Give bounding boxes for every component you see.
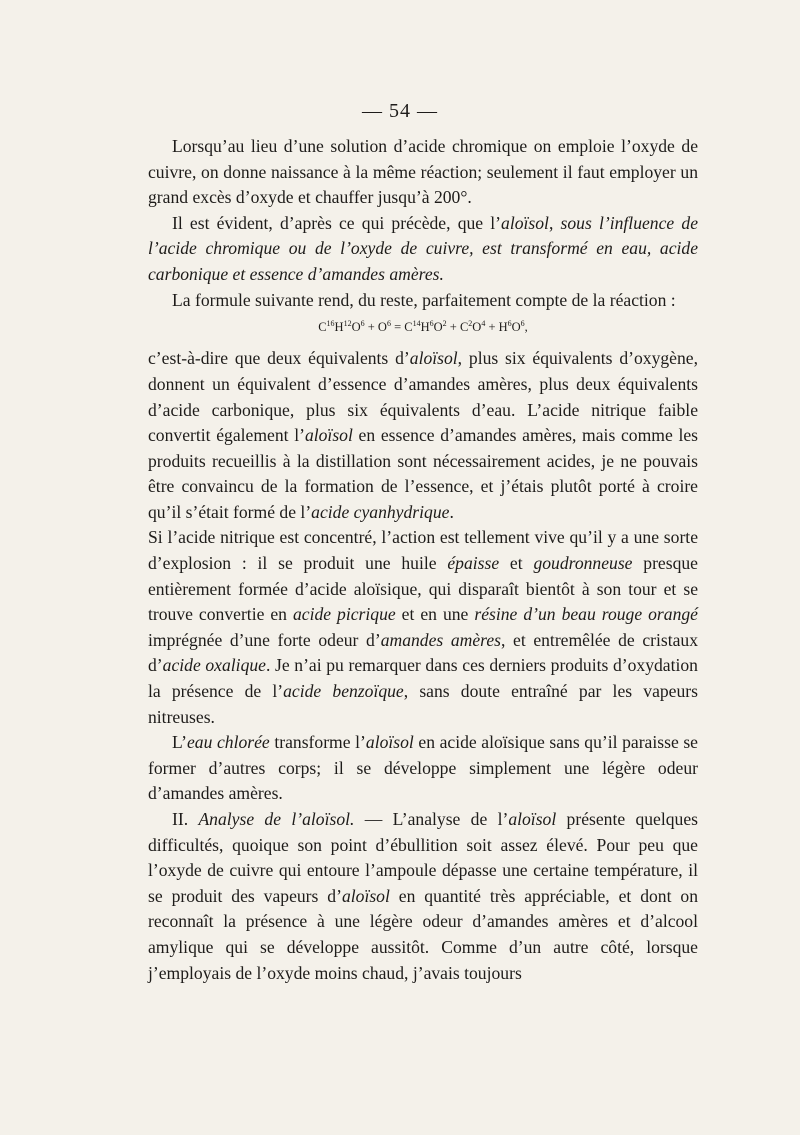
paragraph-3: La formule suivante rend, du reste, parfaitement compte de la réaction : <box>172 289 676 310</box>
paragraph-4: c’est-à-dire que deux équivalents d’aloïsol, plus six équivalents d’oxygène, donnent un équivalent d’essence d’amandes amères, plus deux équivalents d’acide carbonique, plus six équivalents d’eau. L’acide nitrique faible convertit également l’aloïsol en essence d’amandes amères, mais comme les produits recueillis à la distillation sont nécessairement acides, je ne pouvais être convaincu de la formation de l’essence, et j’étais plutôt porté à croire qu’il s’était formé de l’acide cyanhydrique. <box>148 348 698 522</box>
paragraph-6: L’eau chlorée transforme l’aloïsol en acide aloïsique sans qu’il paraisse se former d’autres corps; il se développe simplement une légère odeur d’amandes amères. <box>148 732 698 804</box>
paragraph-7: II. Analyse de l’aloïsol. — L’analyse de l’aloïsol présente quelques difficultés, quoique son point d’ébullition soit assez élevé. Pour peu que l’oxyde de cuivre qui entoure l’ampoule dépasse une certaine température, il se produit des vapeurs d’aloïsol en quantité très appréciable, et dont on reconnaît la présence à une légère odeur d’amandes amères et d’alcool amylique qui se développe aussitôt. Comme d’un autre côté, lorsque j’employais de l’oxyde moins chaud, j’avais toujours <box>148 809 699 983</box>
body-text <box>148 134 698 986</box>
chemical-formula: $C^{16}H^{12}O^6 + O^6 = C^{14}H^6O^2 + C^2O^4 + H^6O^6$, <box>318 319 528 335</box>
page-number: — 54 — <box>362 100 438 122</box>
paragraph-2: Il est évident, d’après ce qui précède, que l’aloïsol, sous l’influence de l’acide chromique ou de l’oxyde de cuivre, est transformé en eau, acide carbonique et essence d’amandes amères. <box>148 212 698 284</box>
paragraph-5: Si l’acide nitrique est concentré, l’action est tellement vive qu’il y a une sorte d’explosion : il se produit une huile épaisse et goudronneuse presque entièrement formée d’acide aloïsique, qui disparaît bientôt à son tour et se trouve convertie en acide picrique et en une résine d’un beau rouge orangé imprégnée d’une forte odeur d’amandes amères, et entremêlée de cristaux d’acide oxalique. Je n’ai pu remarquer dans ces derniers produits d’oxydation la présence de l’acide benzoïque, sans doute entraîné par les vapeurs nitreuses. <box>148 527 699 727</box>
paragraph-1: Lorsqu’au lieu d’une solution d’acide chromique on emploie l’oxyde de cuivre, on donne naissance à la même réaction; seulement il faut employer un grand excès d’oxyde et chauffer jusqu’à 200°. <box>148 136 698 208</box>
